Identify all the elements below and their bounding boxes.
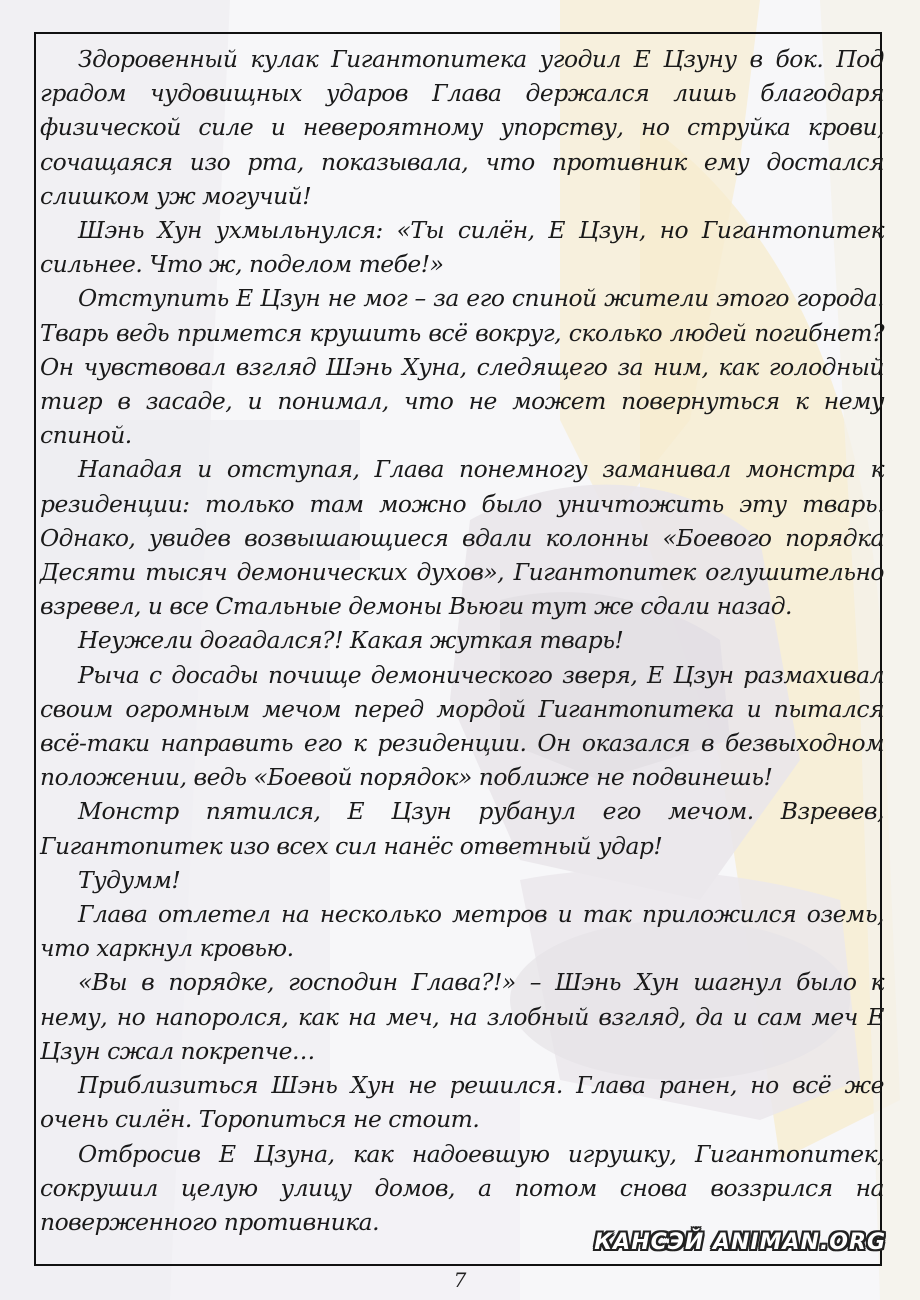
paragraph: Тудумм! [78,865,181,894]
paragraph: Рыча с досады почище демонического зверя, Е Цзун размахивал своим огромным мечом перед мордой Гигантопитека и пытался всё-таки направить его к резиденции. Он оказался в безвыходном положении, ведь «Боевой порядок» поближе не подвинешь! [40,660,884,792]
watermark: КАНСЭЙ ANIMAN.ORG [594,1230,886,1255]
paragraph: Шэнь Хун ухмыльнулся: «Ты силён, Е Цзун, но Гигантопитек сильнее. Что ж, поделом тебе!» [40,216,884,279]
paragraph: «Вы в порядке, господин Глава?!» – Шэнь Хун шагнул было к нему, но напоролся, как на меч, на злобный взгляд, да и сам меч Е Цзун сжал покрепче… [40,968,884,1065]
paragraph: Нападая и отступая, Глава понемногу заманивал монстра к резиденции: только там можно было уничтожить эту тварь. Однако, увидев возвышающиеся вдали колонны «Боевого порядка Десяти тысяч демонических духов», Гигантопитек оглушительно взревел, и все Стальные демоны Вьюги тут же сдали назад. [40,455,884,621]
paragraph: Глава отлетел на несколько метров и так приложился оземь, что харкнул кровью. [40,900,884,963]
page-number: 7 [453,1268,467,1292]
paragraph: Отступить Е Цзун не мог – за его спиной жители этого города. Тварь ведь примется крушить всё вокруг, сколько людей погибнет? Он чувствовал взгляд Шэнь Хуна, следящего за ним, как голодный тигр в засаде, и понимал, что не может повернуться к нему спиной. [40,284,884,450]
paragraph: Неужели догадался?! Какая жуткая тварь! [78,626,624,655]
page-text [40,42,884,1239]
paragraph: Приблизиться Шэнь Хун не решился. Глава ранен, но всё же очень силён. Торопиться не стоит. [40,1071,884,1134]
paragraph: Здоровенный кулак Гигантопитека угодил Е Цзуну в бок. Под градом чудовищных ударов Глава держался лишь благодаря физической силе и невероятному упорству, но струйка крови, сочащаяся изо рта, показывала, что противник ему достался слишком уж могучий! [40,45,884,210]
paragraph: Монстр пятился, Е Цзун рубанул его мечом. Взревев, Гигантопитек изо всех сил нанёс ответный удар! [40,797,884,860]
paragraph: Отбросив Е Цзуна, как надоевшую игрушку, Гигантопитек, сокрушил целую улицу домов, а потом снова воззрился на поверженного противника. [40,1139,884,1236]
